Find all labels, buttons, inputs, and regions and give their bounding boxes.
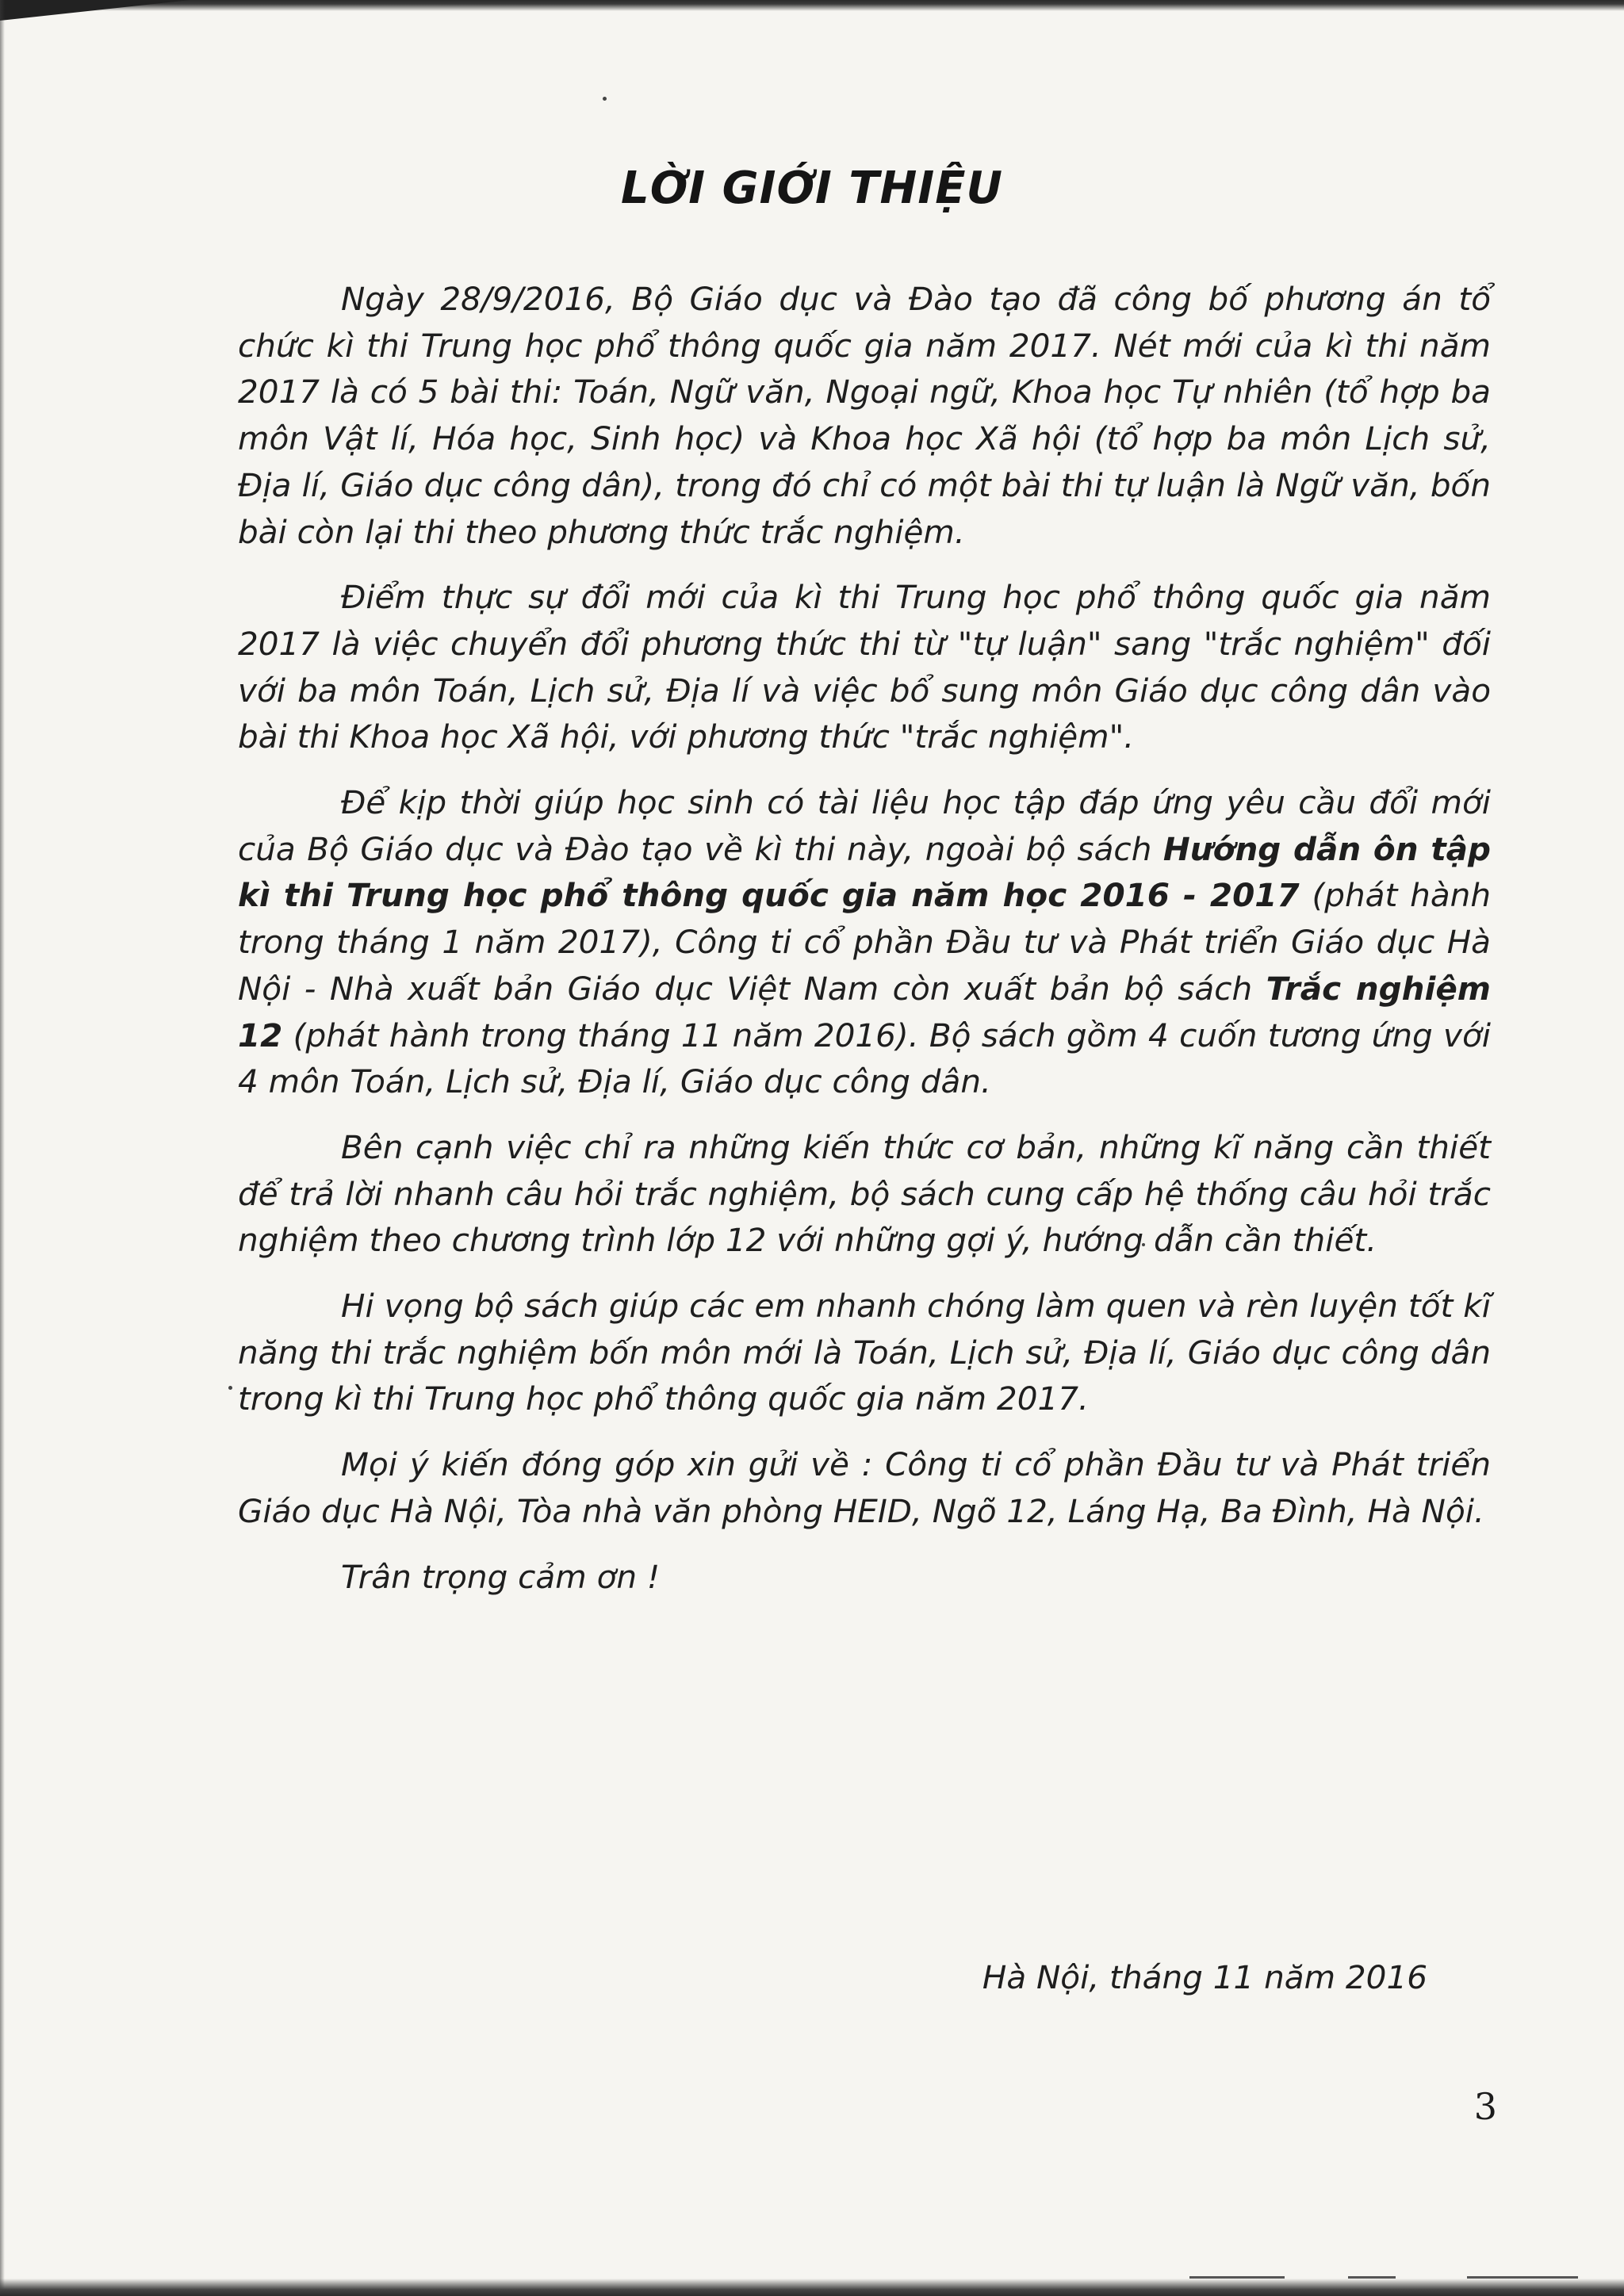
- paragraph: [238, 276, 1491, 555]
- paragraph: [238, 574, 1491, 760]
- paragraph: [238, 1283, 1491, 1422]
- scan-mark: [1348, 2276, 1396, 2279]
- scan-speck: [603, 97, 607, 101]
- paragraph-text: Mọi ý kiến đóng góp xin gửi về : Công ti cổ phần Đầu tư và Phát triển Giáo dục Hà Nội, Tòa nhà văn phòng HEID, Ngõ 12, Láng Hạ, Ba Đình, Hà Nội.: [238, 1445, 1491, 1530]
- paragraph-text: (phát hành trong tháng 11 năm 2016). Bộ sách gồm 4 cuốn tương ứng với 4 môn Toán, Lịch sử, Địa lí, Giáo dục công dân.: [238, 1016, 1491, 1101]
- paragraph-text: Ngày 28/9/2016, Bộ Giáo dục và Đào tạo đã công bố phương án tổ chức kì thi Trung học phổ thông quốc gia năm 2017. Nét mới của kì thi năm 2017 là có 5 bài thi: Toán, Ngữ văn, Ngoại ngữ, Khoa học Tự nhiên (tổ hợp ba môn Vật lí, Hóa học, Sinh học) và Khoa học Xã hội (tổ hợp ba môn Lịch sử, Địa lí, Giáo dục công dân), trong đó chỉ có một bài thi tự luận là Ngữ văn, bốn bài còn lại thi theo phương thức trắc nghiệm.: [238, 280, 1491, 551]
- scan-edge-top: [0, 0, 1624, 11]
- body-text: [238, 276, 1491, 1619]
- scan-edge-bottom: [0, 2279, 1624, 2296]
- closing-line: Trân trọng cảm ơn !: [341, 1557, 661, 1596]
- scan-mark: [1189, 2276, 1285, 2279]
- paragraph-text: Điểm thực sự đổi mới của kì thi Trung học phổ thông quốc gia năm 2017 là việc chuyển đổi phương thức thi từ "tự luận" sang "trắc nghiệm" đối với ba môn Toán, Lịch sử, Địa lí và việc bổ sung môn Giáo dục công dân vào bài thi Khoa học Xã hội, với phương thức "trắc nghiệm".: [238, 578, 1491, 756]
- scan-edge-left: [0, 0, 5, 2296]
- paragraph-text: Bên cạnh việc chỉ ra những kiến thức cơ bản, những kĩ năng cần thiết để trả lời nhanh câu hỏi trắc nghiệm, bộ sách cung cấp hệ thống câu hỏi trắc nghiệm theo chương trình lớp 12 với những gợi ý, hướng dẫn cần thiết.: [238, 1127, 1491, 1260]
- scan-mark: [1467, 2276, 1578, 2279]
- scan-corner-shadow: [0, 0, 190, 21]
- signoff-date: Hà Nội, tháng 11 năm 2016: [982, 1958, 1427, 1996]
- scan-speck: [228, 1386, 232, 1390]
- page-number: 3: [1473, 2085, 1497, 2128]
- paragraph-text: Hi vọng bộ sách giúp các em nhanh chóng làm quen và rèn luyện tốt kĩ năng thi trắc nghiệm bốn môn mới là Toán, Lịch sử, Địa lí, Giáo dục công dân trong kì thi Trung học phổ thông quốc gia năm 2017.: [238, 1287, 1491, 1418]
- paragraph-text: Để kịp thời giúp học sinh có tài liệu học tập đáp ứng yêu cầu đổi mới của Bộ Giáo dục và Đào tạo về kì thi này, ngoài bộ sách: [238, 783, 1491, 868]
- paragraph: [238, 1441, 1491, 1534]
- bold-title-text: Trắc nghiệm 12: [238, 969, 1491, 1054]
- paragraph-text: (phát hành trong tháng 1 năm 2017), Công ti cổ phần Đầu tư và Phát triển Giáo dục Hà Nội - Nhà xuất bản Giáo dục Việt Nam còn xuất bản bộ sách: [238, 876, 1491, 1008]
- paragraph: [238, 779, 1491, 1105]
- page-title: LỜI GIỚI THIỆU: [621, 163, 1003, 214]
- bold-title-text: Hướng dẫn ôn tập kì thi Trung học phổ thông quốc gia năm học 2016 - 2017: [238, 829, 1491, 915]
- paragraph: [238, 1124, 1491, 1264]
